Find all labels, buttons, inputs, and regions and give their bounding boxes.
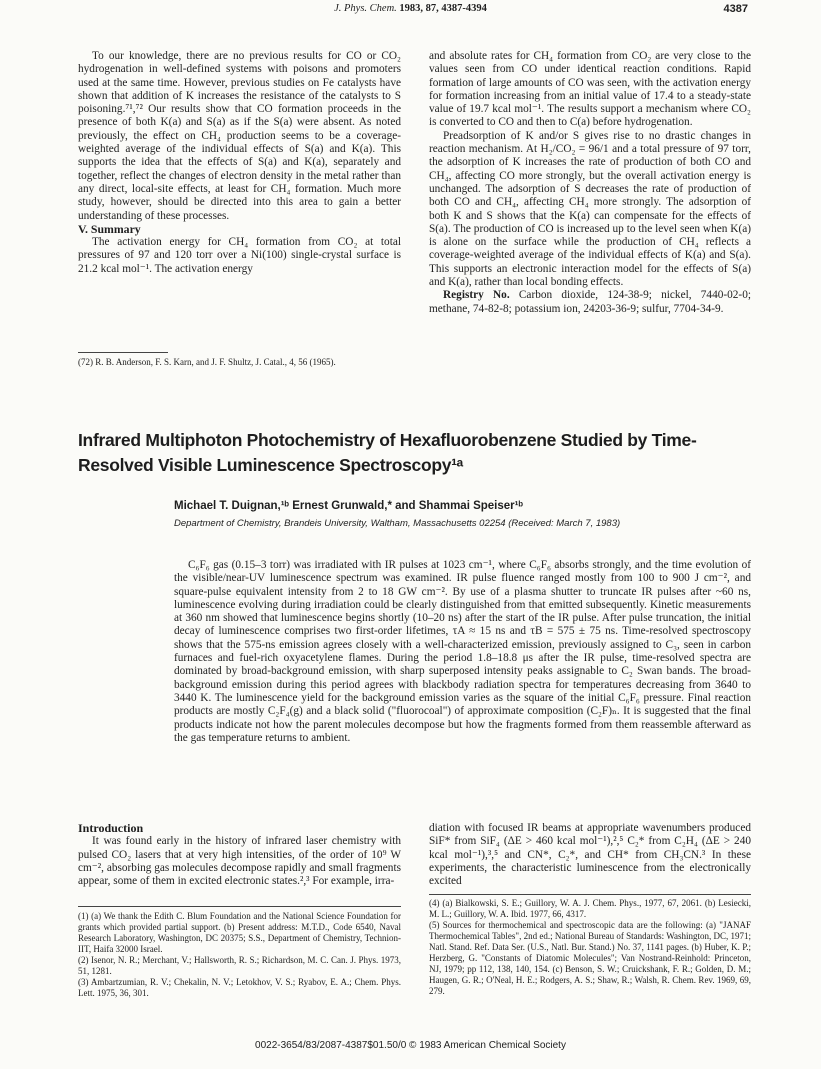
intro-right-column	[429, 822, 751, 888]
paragraph: Preadsorption of K and/or S gives rise to no drastic changes in reaction mechanism. At H₂/CO₂ = 96/1 and a total pressure of 97 torr, the adsorption of K increases the rate of production of both CO and CH₄, affecting CO more strongly, but the overall activation energy is unchanged. The adsorption of S decreases the rate of production of both CO and CH₄, affecting CH₄ more strongly. The adsorption of both K and S shows that the K(a) can compensate for the effects of S(a). The production of CO is increased up to the level seen when K(a) is alone on the surface while the production of CH₄ reflects a coverage-weighted average of the individual effects of K(a) and S(a). This supports an electronic interaction model for the effects of S(a) and K(a), rather than local bonding effects.	[429, 129, 751, 289]
running-header	[0, 3, 821, 21]
journal-citation: 1983, 87, 4387-4394	[396, 3, 487, 14]
page-footer: 0022-3654/83/2087-4387$01.50/0 © 1983 American Chemical Society	[255, 1040, 566, 1051]
section-heading-introduction: Introduction	[78, 821, 144, 835]
footnote: (1) (a) We thank the Edith C. Blum Foundation and the National Science Foundation for grants which provided partial support. (b) Present address: M.T.D., Code 6540, Naval Research Laboratory, Washington, DC 20375; S.S., Department of Chemistry, Technion-IIT, Haifa 32000 Israel.	[78, 911, 401, 954]
abstract	[174, 559, 751, 745]
paragraph: and absolute rates for CH₄ formation from CO₂ are very close to the values seen from CO under identical reaction conditions. Rapid formation of large amounts of CO was seen, with the activation energy for formation increasing from an initial value of 17.4 to a steady-state value of 19.7 kcal mol⁻¹. The results support a mechanism where CO₂ is converted to CO and then to C(a) before hydrogenation.	[429, 50, 751, 129]
footnote-rule	[78, 906, 401, 907]
footnote-rule	[429, 894, 751, 895]
prev-article-right-column	[429, 50, 751, 316]
footnote: (3) Ambartzumian, R. V.; Chekalin, N. V.; Letokhov, V. S.; Ryabov, E. A.; Chem. Phys. Lett. 1975, 36, 301.	[78, 977, 401, 998]
footnote: (5) Sources for thermochemical and spectroscopic data are the following: (a) "JANAF Thermochemical Tables", 2nd ed.; National Bureau of Standards: Washington, DC, 1971; Natl. Stand. Ref. Data Ser. (U.S., Natl. Bur. Stand.) No. 37, 1141 pages. (b) Huber, K. P.; Herzberg, G. "Constants of Diatomic Molecules"; Van Nostrand-Reinhold: Princeton, NJ, 1979; pp 112, 138, 140, 154. (c) Benson, S. W.; Cruickshank, F. R.; Golden, D. M.; Haugen, G. R.; O'Neal, H. E.; Rodgers, A. S.; Shaw, R.; Walsh, R. Chem. Rev. 1969, 69, 279.	[429, 920, 751, 996]
footnote: (2) Isenor, N. R.; Merchant, V.; Hallsworth, R. S.; Richardson, M. C. Can. J. Phys. 1973, 51, 1281.	[78, 955, 401, 976]
journal-name: J. Phys. Chem.	[334, 3, 397, 14]
registry-label: Registry No.	[443, 289, 510, 302]
abstract-text: C₆F₆ gas (0.15–3 torr) was irradiated with IR pulses at 1023 cm⁻¹, where C₆F₆ absorbs strongly, and the time evolution of the visible/near-UV luminescence spectrum was examined. IR pulse fluence ranged mostly from 100 to 900 J cm⁻², and square-pulse equivalent intensity from 2 to 18 GW cm⁻². By use of a plasma shutter to truncate IR pulses after ~60 ns, luminescence evolving during irradiation could be clearly distinguished from that emitted subsequently. Kinetic measurements at 360 nm showed that luminescence begins shortly (10–20 ns) after the start of the IR pulse. After pulse truncation, the initial decay of luminescence comprises two first-order lifetimes, τA ≈ 15 ns and τB = 575 ± 75 ns. Time-resolved spectroscopy shows that the 575-ns emission agrees closely with a well-characterized emission, previously assigned to C₃, seen in carbon furnaces and fuel-rich oxyacetylene flames. During the period 1.8–18.8 μs after the IR pulse, time-resolved spectra are dominated by broad-background emission, with sharp superposed intensity peaks assignable to C₂ Swan bands. The broad-background emission during this period agrees with blackbody radiation spectra for temperatures decreasing from 3640 to 3440 K. The luminescence yield for the background emission varies as the square of the initial C₆F₆ pressure. Final reaction products are mostly C₂F₄(g) and a black solid ("fluorocoal") of approximate composition (C₂F)ₙ. It is suggested that the final products indicate not how the parent molecules decompose but how the fragments formed from them reassemble afterward as the gas temperature returns to ambient.	[174, 559, 751, 744]
paragraph: diation with focused IR beams at appropriate wavenumbers produced SiF* from SiF₄ (ΔE > 460 kcal mol⁻¹),²,⁵ C₂* from C₂H₄ (ΔE > 240 kcal mol⁻¹),³,⁵ and CN*, C₂*, and CH* from CH₃CN.³ In these experiments, the characteristic luminescence from the electronically excited	[429, 822, 751, 888]
section-heading-summary: V. Summary	[78, 221, 141, 236]
paragraph: The activation energy for CH₄ formation from CO₂ at total pressures of 97 and 120 torr over a Ni(100) single-crystal surface is 21.2 kcal mol⁻¹. The activation energy	[78, 236, 401, 275]
footnotes-right	[429, 898, 751, 997]
prev-article-left-column	[78, 50, 401, 276]
article-title: Infrared Multiphoton Photochemistry of Hexafluorobenzene Studied by Time-Resolved Visible Luminescence Spectroscopy¹ᵃ	[78, 430, 697, 475]
footnote: (4) (a) Bialkowski, S. E.; Guillory, W. A. J. Chem. Phys., 1977, 67, 2061. (b) Lesiecki, M. L.; Guillory, W. A. Ibid. 1977, 66, 4317.	[429, 898, 751, 919]
article-authors: Michael T. Duignan,¹ᵇ Ernest Grunwald,* and Shammai Speiser¹ᵇ	[174, 500, 523, 512]
footnotes-left	[78, 911, 401, 999]
paragraph: It was found early in the history of infrared laser chemistry with pulsed CO₂ lasers that at very high intensities, of the order of 10⁹ W cm⁻², absorbing gas molecules decompose rapidly and small fragments appear, some of them in excited electronic states.²,³ For example, irra-	[78, 835, 401, 888]
intro-left-column	[78, 822, 401, 888]
footnote-72: (72) R. B. Anderson, F. S. Karn, and J. F. Shultz, J. Catal., 4, 56 (1965).	[78, 357, 336, 367]
paragraph: To our knowledge, there are no previous results for CO or CO₂ hydrogenation in well-defined systems with poisons and promoters used at the same time. However, previous studies on Fe catalysts have shown that addition of K increases the resistance of the catalysts to S poisoning.⁷¹,⁷² Our results show that CO formation proceeds in the presence of both K(a) and S(a) as if the S(a) were absent. As noted previously, the effect on CH₄ production seems to be a coverage-weighted average of the individual effects of S(a) and K(a). This supports the idea that the effects of S(a) and K(a), separately and together, reflect the changes of electron density in the metal rather than any direct, local-site effects, at least for CH₄ formation. Much more study, however, should be directed into this area to gain a better understanding of these processes.	[78, 50, 401, 222]
page-number: 4387	[723, 3, 748, 15]
footnote-rule	[78, 352, 168, 353]
registry-text: Carbon dioxide, 124-38-9; nickel, 7440-02-0; methane, 74-82-8; potassium ion, 24203-36-9; sulfur, 7704-34-9.	[429, 289, 751, 315]
author-affiliation: Department of Chemistry, Brandeis University, Waltham, Massachusetts 02254 (Received: March 7, 1983)	[174, 518, 621, 529]
